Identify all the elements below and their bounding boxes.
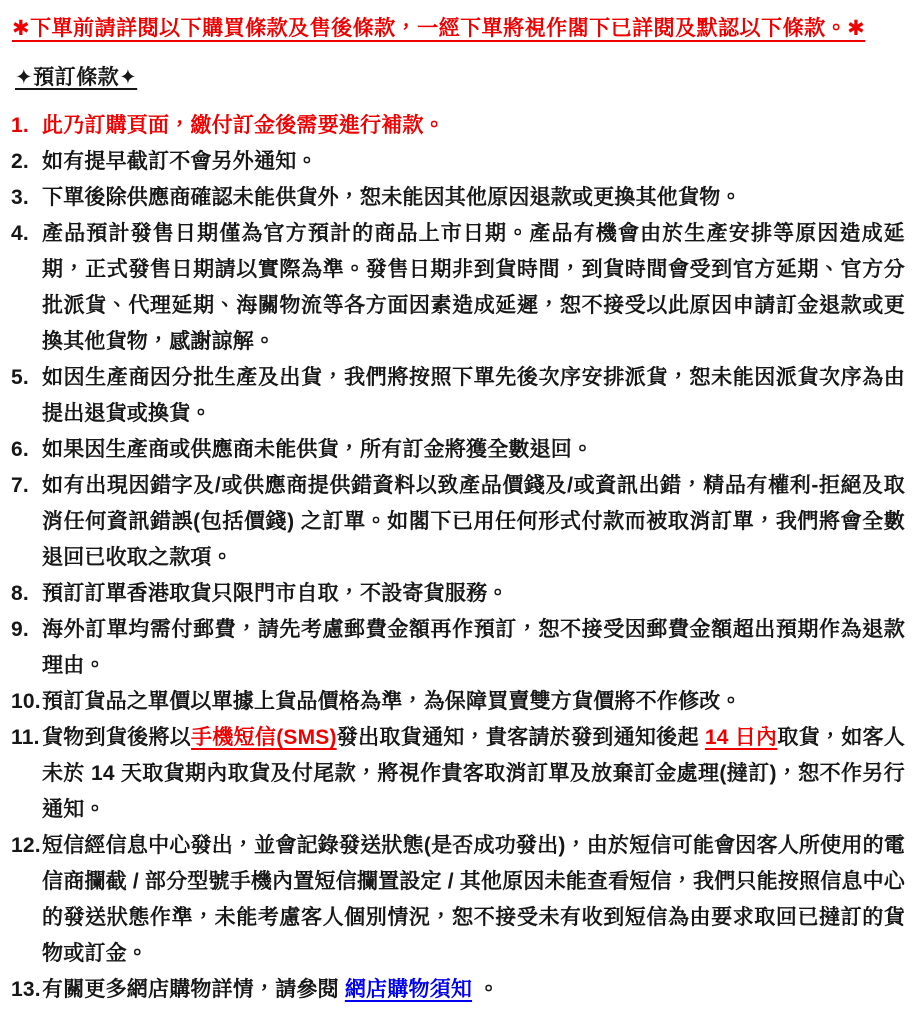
term-text: 取貨，如客人未於 14 天取貨期內取貨及付尾款，將視作貴客取消訂單及放棄訂金處理(撻訂)，恕不作另行通知。 [42, 726, 905, 821]
term-item [11, 180, 905, 216]
term-number: 13. [11, 978, 41, 1001]
term-text: 如因生產商因分批生產及出貨，我們將按照下單先後次序安排派貨，恕未能因派貨次序為由提出退貨或換貨。 [42, 366, 905, 425]
term-item [11, 360, 905, 432]
term-text: 此乃訂購頁面，繳付訂金後需要進行補款。 [42, 114, 445, 137]
term-text: 如有出現因錯字及/或供應商提供錯資料以致產品價錢及/或資訊出錯，精品有權利-拒絕及取消任何資訊錯誤(包括價錢) 之訂單。如閣下已用任何形式付款而被取消訂單，我們將會全數退回已收取之款項。 [42, 474, 905, 569]
term-item [11, 972, 905, 1008]
term-text: 下單後除供應商確認未能供貨外，恕未能因其他原因退款或更換其他貨物。 [42, 186, 742, 209]
pre-order-warning-banner: ✱下單前請詳閱以下購買條款及售後條款，一經下單將視作閣下已詳閱及默認以下條款。✱ [12, 17, 866, 40]
term-number: 6. [11, 438, 29, 461]
terms-list [11, 108, 905, 1008]
term-item [11, 612, 905, 684]
emphasis-red-underline: 14 日內 [704, 726, 778, 749]
term-text: 發出取貨通知，貴客請於發到通知後起 [336, 726, 705, 749]
term-text: 海外訂單均需付郵費，請先考慮郵費金額再作預訂，恕不接受因郵費金額超出預期作為退款理由。 [42, 618, 905, 677]
term-number: 8. [11, 582, 29, 605]
term-number: 10. [11, 690, 41, 713]
section-title-preorder-terms: ✦預訂條款✦ [15, 66, 138, 89]
term-item [11, 108, 905, 144]
term-item [11, 468, 905, 576]
term-number: 5. [11, 366, 29, 389]
term-text: 貨物到貨後將以 [42, 726, 192, 749]
term-number: 3. [11, 186, 29, 209]
term-number: 7. [11, 474, 29, 497]
term-text: 產品預計發售日期僅為官方預計的商品上市日期。產品有機會由於生產安排等原因造成延期，正式發售日期請以實際為準。發售日期非到貨時間，到貨時間會受到官方延期、官方分批派貨、代理延期、海關物流等各方面因素造成延遲，恕不接受以此原因申請訂金退款或更換其他貨物，感謝諒解。 [42, 222, 905, 353]
term-text: 預訂貨品之單價以單據上貨品價格為準，為保障買賣雙方貨價將不作修改。 [42, 690, 742, 713]
term-item [11, 684, 905, 720]
term-number: 9. [11, 618, 29, 641]
term-text: 。 [472, 978, 500, 1001]
term-number: 1. [11, 114, 29, 137]
term-text: 有關更多網店購物詳情，請參閱 [42, 978, 345, 1001]
term-item [11, 144, 905, 180]
term-number: 2. [11, 150, 29, 173]
term-item [11, 216, 905, 360]
term-text: 如果因生產商或供應商未能供貨，所有訂金將獲全數退回。 [42, 438, 594, 461]
term-item [11, 576, 905, 612]
emphasis-red-underline: 手機短信(SMS) [191, 726, 337, 749]
term-item [11, 720, 905, 828]
term-item [11, 828, 905, 972]
shop-notice-link[interactable]: 網店購物須知 [344, 978, 473, 1001]
term-number: 4. [11, 222, 29, 245]
term-item [11, 432, 905, 468]
term-number: 12. [11, 834, 41, 857]
term-text: 如有提早截訂不會另外通知。 [42, 150, 318, 173]
term-text: 短信經信息中心發出，並會記錄發送狀態(是否成功發出)，由於短信可能會因客人所使用的電信商攔截 / 部分型號手機內置短信攔置設定 / 其他原因未能查看短信，我們只能按照信息中心的發送狀態作準，未能考慮客人個別情況，恕不接受未有收到短信為由要求取回已撻訂的貨物或訂金。 [42, 834, 906, 965]
term-number: 11. [11, 726, 40, 749]
term-text: 預訂訂單香港取貨只限門市自取，不設寄貨服務。 [42, 582, 509, 605]
